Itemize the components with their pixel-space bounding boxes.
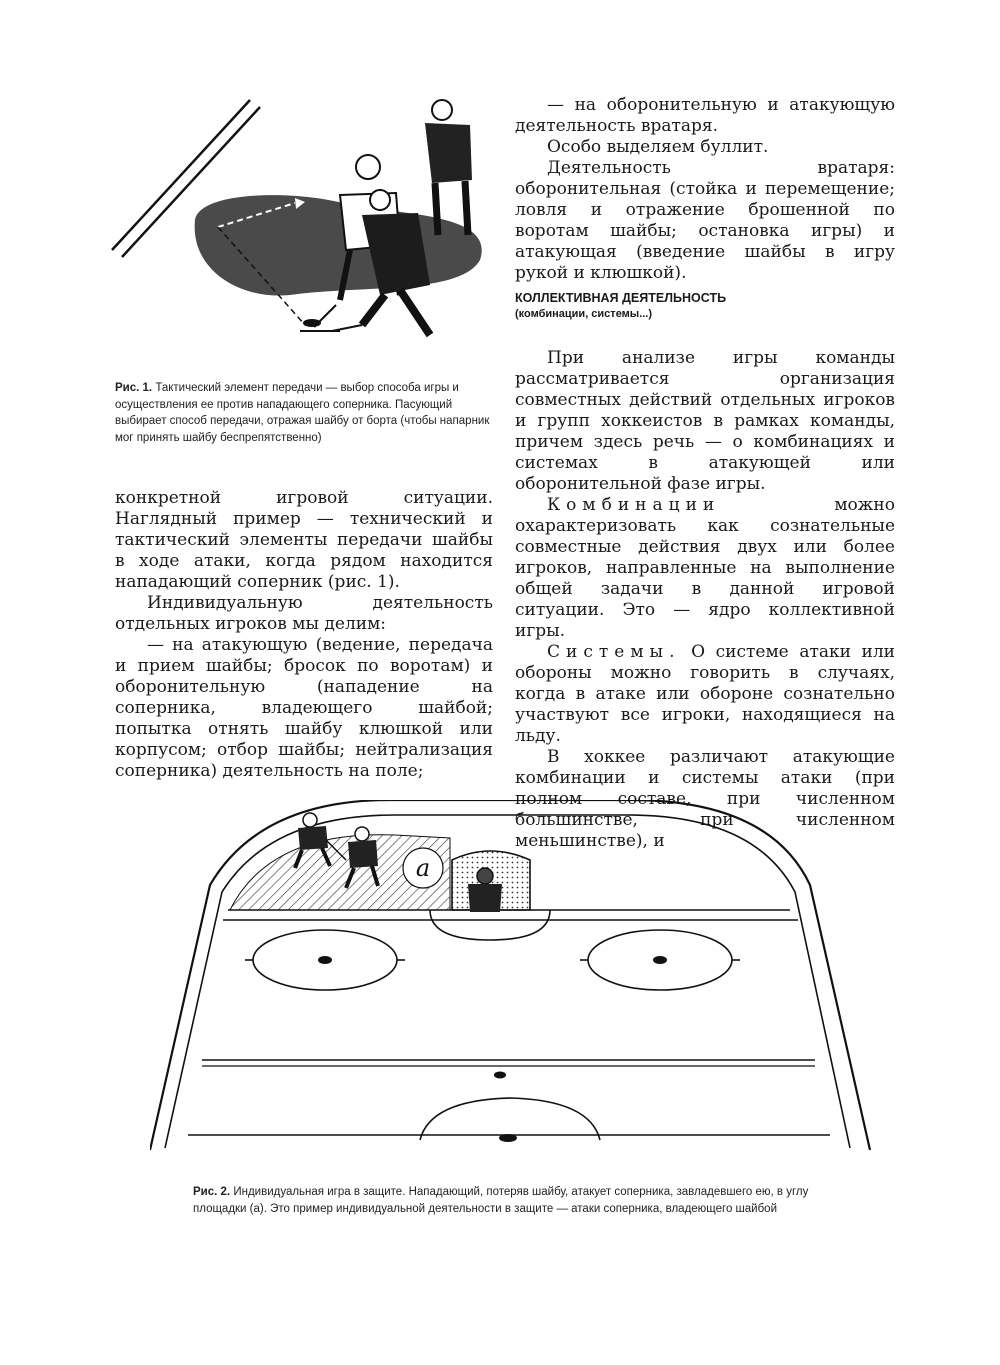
paragraph: В хоккее различают атакующие комбинации и системы атаки (при полном составе, при численном большинстве, при численном меньшинстве), и bbox=[515, 747, 895, 851]
center-circle bbox=[420, 1098, 600, 1140]
figure-2-caption bbox=[193, 1184, 823, 1217]
left-column bbox=[115, 488, 493, 782]
figure-1-caption-label: Рис. 1. bbox=[115, 382, 153, 394]
figure-2-rink-diagram bbox=[150, 800, 880, 1160]
paragraph: Особо выделяем буллит. bbox=[547, 137, 769, 157]
paragraph bbox=[515, 642, 895, 747]
right-column-top bbox=[515, 95, 895, 284]
faceoff-dot-left bbox=[318, 956, 332, 964]
paragraph: Деятельность вратаря: оборонительная (стойка и перемещение; ловля и отражение брошенной по воротам шайбы; остановка игры) и атакующая (введение шайбы в игру рукой и клюшкой). bbox=[515, 158, 895, 283]
paragraph-text: можно охарактеризовать как сознательные совместные действия двух или более игроков, направленные на выполнение общей задачи в данной игровой ситуации. Это — ядро коллективной игры. bbox=[515, 495, 895, 641]
goal-crease bbox=[430, 910, 550, 940]
player-forward-back bbox=[425, 100, 472, 235]
faceoff-dot-right bbox=[653, 956, 667, 964]
paragraph-text: О системе атаки или обороны можно говорить в случаях, когда в атаке или обороне сознательно участвуют все игроки, находящиеся на льду. bbox=[515, 642, 895, 746]
paragraph: — на оборонительную и атакующую деятельность вратаря. bbox=[515, 95, 895, 136]
paragraph: конкретной игровой ситуации. Наглядный пример — технический и тактический элементы передачи шайбы в ходе атаки, когда рядом находится нападающий соперник (рис. 1). bbox=[115, 488, 493, 592]
paragraph: — на атакующую (ведение, передача и прием шайбы; бросок по воротам) и оборонительную (нападение на соперника, владеющего шайбой; попытка отнять шайбу клюшкой или корпусом; отбор шайбы; нейтрализация соперника) деятельность на поле; bbox=[115, 635, 493, 781]
spaced-term: Комбинации bbox=[547, 495, 721, 515]
figure-1-caption-text: Тактический элемент передачи — выбор способа игры и осуществления ее против нападающего соперника. Пасующий выбирает способ передачи, отражая шайбу от борта (чтобы напарник мог принять шайбу беспрепятственно) bbox=[115, 382, 490, 444]
section-heading bbox=[515, 290, 895, 322]
paragraph: При анализе игры команды рассматривается организация совместных действий отдельных игроков и групп хоккеистов в рамках команды, причем здесь речь — о комбинациях и системах в атакующей или оборонительной фазе игры. bbox=[515, 348, 895, 494]
figure-1-illustration bbox=[100, 95, 500, 365]
paragraph bbox=[515, 495, 895, 642]
zone-label: a bbox=[415, 854, 431, 882]
section-title: КОЛЛЕКТИВНАЯ ДЕЯТЕЛЬНОСТЬ bbox=[515, 291, 727, 305]
neutral-dot bbox=[494, 1072, 506, 1079]
figure-1-caption bbox=[115, 380, 495, 446]
right-column-bottom bbox=[515, 348, 895, 852]
figure-2-caption-text: Индивидуальная игра в защите. Нападающий, потеряв шайбу, атакует соперника, завладевшего ею, в углу площадки (а). Это пример индивидуальной деятельности в защите — атаки соперника, владеющего шайбой bbox=[193, 1186, 809, 1215]
center-dot bbox=[499, 1134, 517, 1142]
section-subtitle: (комбинации, системы...) bbox=[515, 308, 653, 320]
paragraph: Индивидуальную деятельность отдельных игроков мы делим: bbox=[115, 593, 493, 634]
spaced-term: Системы. bbox=[547, 642, 681, 662]
figure-2-caption-label: Рис. 2. bbox=[193, 1186, 231, 1198]
